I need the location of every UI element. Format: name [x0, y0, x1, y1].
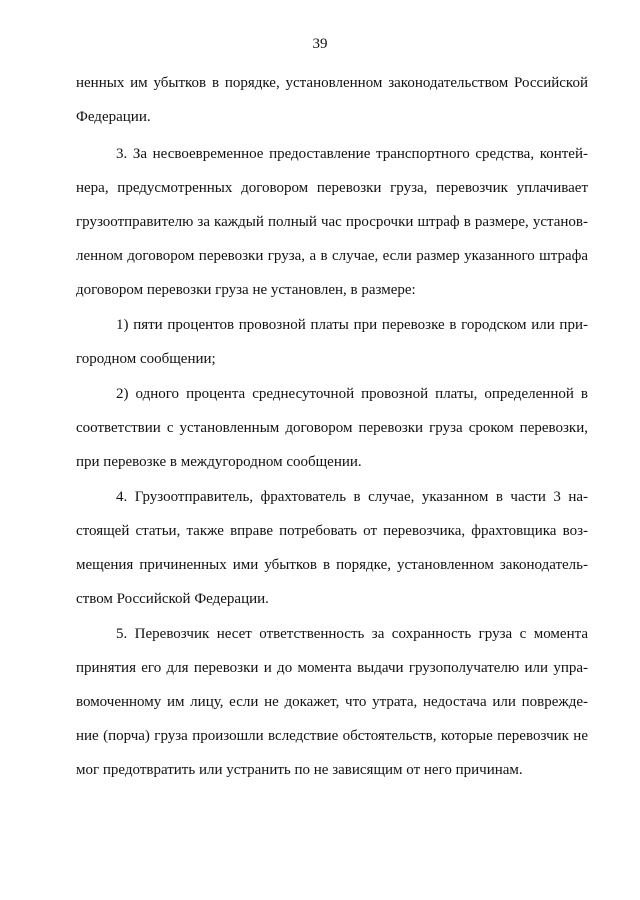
- text-line: вомоченному им лицу, если не докажет, что утрата, недостача или поврежде-: [76, 694, 588, 710]
- paragraph-5: [76, 624, 588, 780]
- text-line: мещения причиненных ими убытков в порядке, установленном законодатель-: [76, 557, 588, 573]
- text-line: 3. За несвоевременное предоставление транспортного средства, контей-: [116, 146, 588, 162]
- text-line: нера, предусмотренных договором перевозки груза, перевозчик уплачивает: [76, 180, 588, 196]
- paragraph-3-item-1: [76, 315, 588, 369]
- text-line: стоящей статьи, также вправе потребовать от перевозчика, фрахтовщика воз-: [76, 523, 588, 539]
- text-line: мог предотвратить или устранить по не зависящим от него причинам.: [76, 762, 523, 778]
- text-line: при перевозке в междугородном сообщении.: [76, 454, 362, 470]
- text-line: 4. Грузоотправитель, фрахтователь в случае, указанном в части 3 на-: [116, 489, 588, 505]
- text-line: договором перевозки груза не установлен, в размере:: [76, 282, 416, 298]
- text-line: 2) одного процента среднесуточной провозной платы, определенной в: [116, 386, 588, 402]
- text-line: 5. Перевозчик несет ответственность за сохранность груза с момента: [116, 626, 588, 642]
- text-line: городном сообщении;: [76, 351, 216, 367]
- paragraph-4: [76, 487, 588, 609]
- text-line: ленном договором перевозки груза, а в случае, если размер указанного штрафа: [76, 248, 588, 264]
- paragraph-3: [76, 144, 588, 300]
- text-line: 1) пяти процентов провозной платы при перевозке в городском или при-: [116, 317, 588, 333]
- paragraph-continuation: [76, 73, 588, 127]
- page-number: 39: [312, 36, 328, 52]
- text-line: принятия его для перевозки и до момента выдачи грузополучателю или упра-: [76, 660, 588, 676]
- text-line: соответствии с установленным договором перевозки груза сроком перевозки,: [76, 420, 588, 436]
- paragraph-3-item-2: [76, 384, 588, 472]
- text-line: ством Российской Федерации.: [76, 591, 269, 607]
- text-line: ненных им убытков в порядке, установленном законодательством Российской: [76, 75, 588, 91]
- text-line: грузоотправителю за каждый полный час просрочки штраф в размере, установ-: [76, 214, 588, 230]
- text-line: Федерации.: [76, 109, 151, 125]
- text-line: ние (порча) груза произошли вследствие обстоятельств, которые перевозчик не: [76, 728, 588, 744]
